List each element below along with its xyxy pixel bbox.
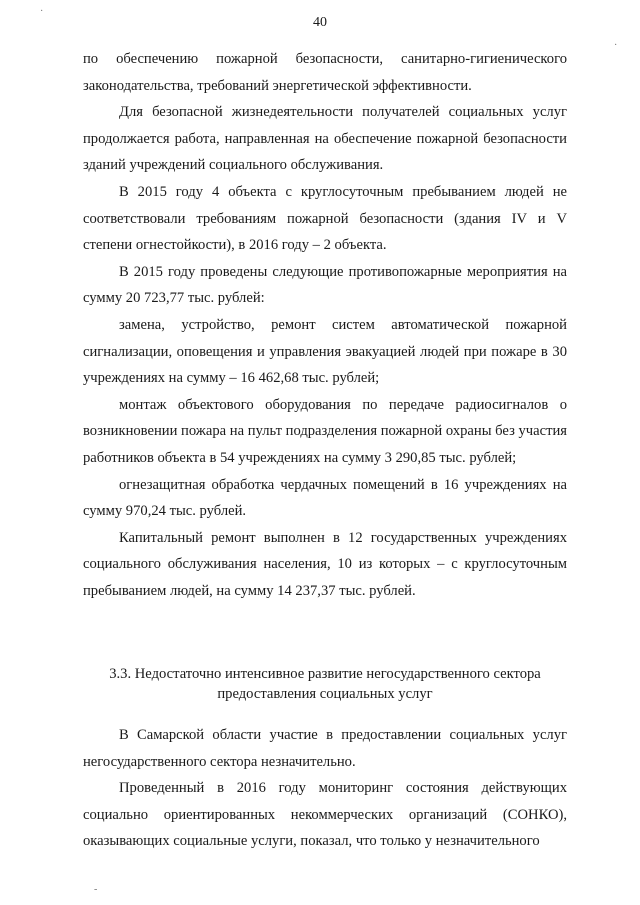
paragraph: В 2015 году 4 объекта с круглосуточным пребыванием людей не соответствовали требованиям пожарной безопасности (здания IV и V степени огнестойкости), в 2016 году – 2 объекта. (83, 183, 567, 254)
scan-mark: · (614, 40, 618, 51)
list-paragraph: замена, устройство, ремонт систем автоматической пожарной сигнализации, оповещения и управления эвакуацией людей при пожаре в 30 учреждениях на сумму – 16 462,68 тыс. рублей; (83, 316, 567, 387)
section-heading (83, 664, 567, 704)
body-text-block (83, 722, 567, 855)
page-number: 40 (313, 15, 327, 30)
section-heading-line: 3.3. Недостаточно интенсивное развитие негосударственного сектора (109, 666, 541, 682)
scan-mark: · (40, 6, 44, 17)
paragraph: Проведенный в 2016 году мониторинг состояния действующих социально ориентированных некоммерческих организаций (СОНКО), оказывающих социальные услуги, показал, что только у незначительного (83, 780, 567, 850)
body-text-block (83, 46, 567, 604)
list-paragraph: монтаж объектового оборудования по передаче радиосигналов о возникновении пожара на пульт подразделения пожарной охраны без участия работников объекта в 54 учреждениях на сумму 3 290,85 тыс. рублей; (83, 396, 567, 466)
list-paragraph: огнезащитная обработка чердачных помещений в 16 учреждениях на сумму 970,24 тыс. рублей. (83, 476, 567, 520)
scan-mark: - (94, 884, 98, 895)
paragraph: Для безопасной жизнедеятельности получателей социальных услуг продолжается работа, направленная на обеспечение пожарной безопасности зданий учреждений социального обслуживания. (83, 104, 567, 174)
paragraph: Капитальный ремонт выполнен в 12 государственных учреждениях социального обслуживания населения, 10 из которых – с круглосуточным пребыванием людей, на сумму 14 237,37 тыс. рублей. (83, 529, 567, 599)
paragraph: В Самарской области участие в предоставлении социальных услуг негосударственного сектора незначительно. (83, 727, 567, 770)
paragraph-continuation: по обеспечению пожарной безопасности, санитарно-гигиенического законодательства, требований энергетической эффективности. (83, 51, 567, 94)
section-heading-line: предоставления социальных услуг (217, 686, 433, 702)
paragraph: В 2015 году проведены следующие противопожарные мероприятия на сумму 20 723,77 тыс. рублей: (83, 263, 567, 307)
